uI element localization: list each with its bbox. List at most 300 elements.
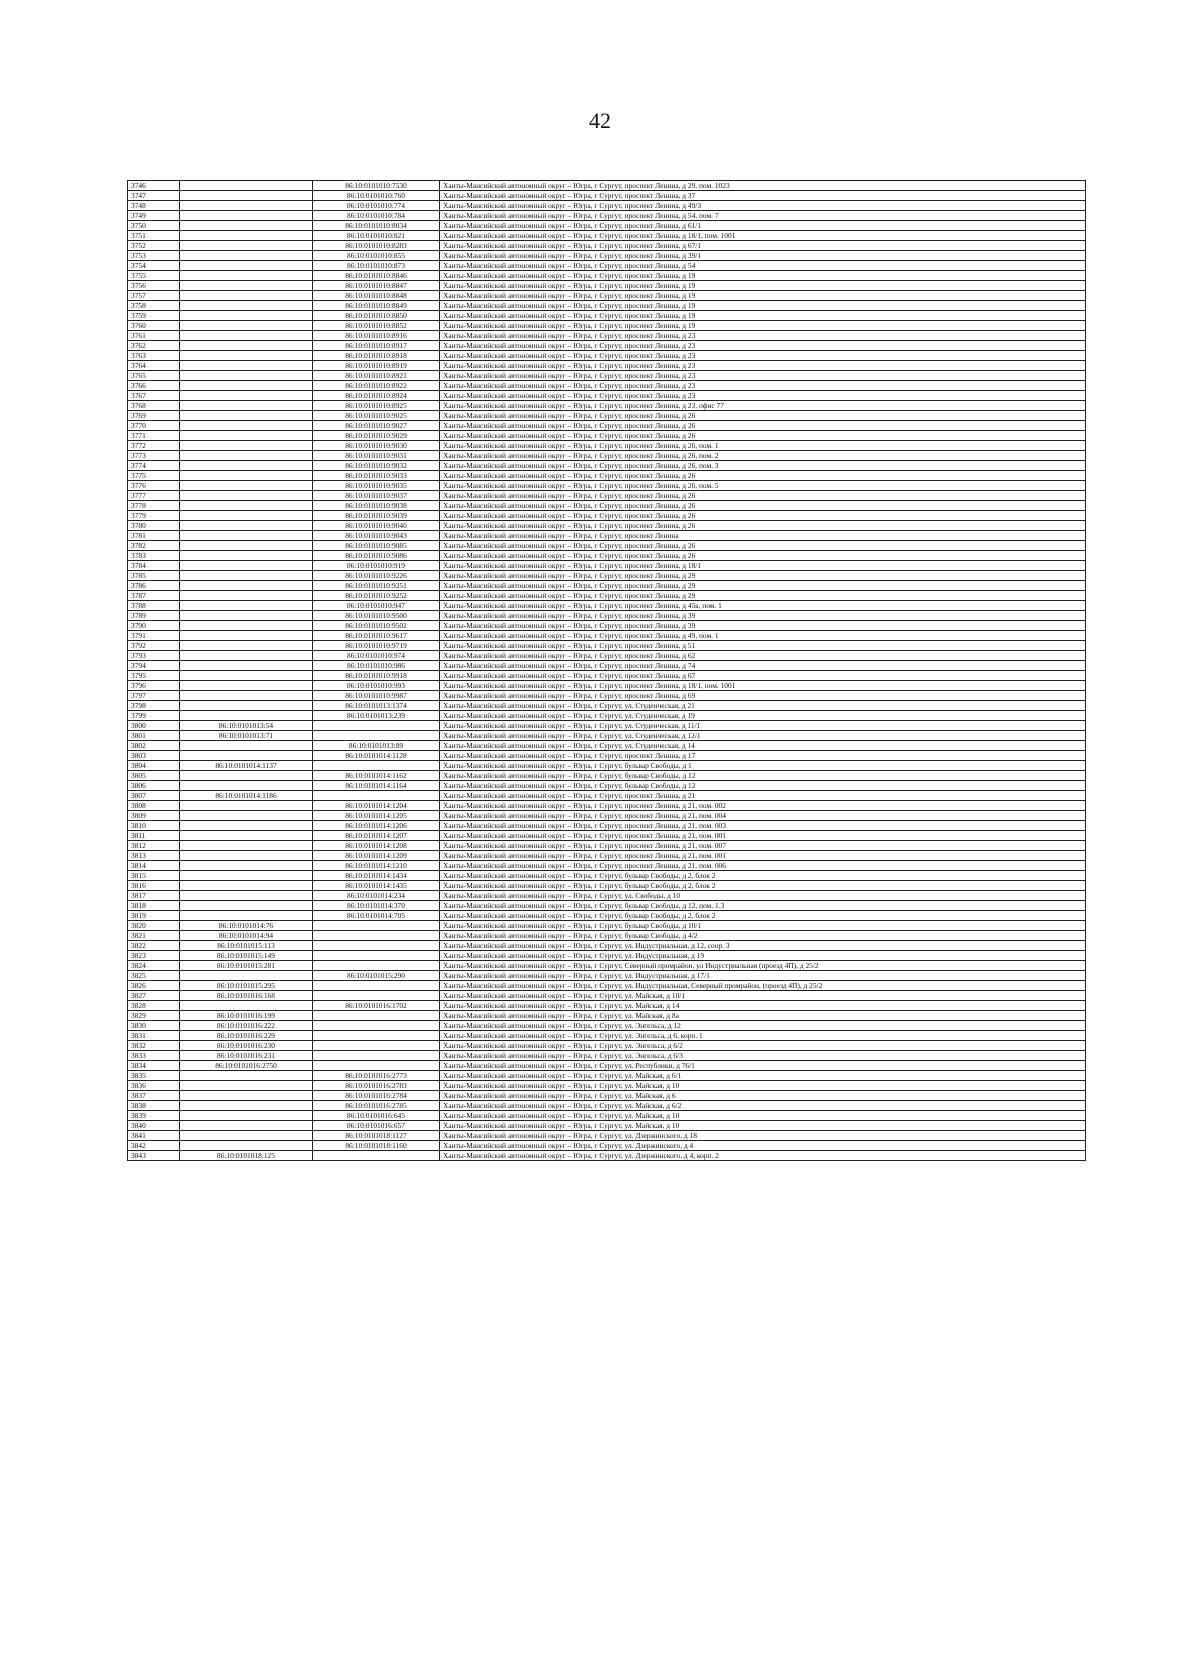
address-cell: Ханты-Мансийский автономный округ – Югра, г Сургут, проспект Ленина, д 29 — [440, 581, 1086, 591]
cadastral-number-cell: 86:10:0101016:2784 — [313, 1091, 440, 1101]
row-number-cell: 3841 — [128, 1131, 180, 1141]
table-row — [128, 301, 1086, 311]
address-cell: Ханты-Мансийский автономный округ – Югра, г Сургут, проспект Ленина, д 21 — [440, 791, 1086, 801]
address-cell: Ханты-Мансийский автономный округ – Югра, г Сургут, ул. Майская, д 8а — [440, 1011, 1086, 1021]
cadastral-number-cell: 86:10:0101014:1205 — [313, 811, 440, 821]
address-cell: Ханты-Мансийский автономный округ – Югра, г Сургут, ул. Майская, д 10/1 — [440, 991, 1086, 1001]
previous-cadastral-number-cell — [180, 431, 313, 441]
address-cell: Ханты-Мансийский автономный округ – Югра, г Сургут, проспект Ленина, д 39/1 — [440, 251, 1086, 261]
row-number-cell: 3795 — [128, 671, 180, 681]
row-number-cell: 3785 — [128, 571, 180, 581]
row-number-cell: 3802 — [128, 741, 180, 751]
cadastral-number-cell — [313, 961, 440, 971]
cadastral-number-cell — [313, 991, 440, 1001]
table-row — [128, 1121, 1086, 1131]
row-number-cell: 3781 — [128, 531, 180, 541]
row-number-cell: 3749 — [128, 211, 180, 221]
address-cell: Ханты-Мансийский автономный округ – Югра, г Сургут, проспект Ленина, д 51 — [440, 641, 1086, 651]
row-number-cell: 3843 — [128, 1151, 180, 1161]
row-number-cell: 3776 — [128, 481, 180, 491]
previous-cadastral-number-cell: 86:10:0101014:94 — [180, 931, 313, 941]
table-row — [128, 1061, 1086, 1071]
previous-cadastral-number-cell: 86:10:0101016:222 — [180, 1021, 313, 1031]
cadastral-number-cell — [313, 721, 440, 731]
cadastral-number-cell — [313, 761, 440, 771]
cadastral-number-cell: 86:10:0101010:9038 — [313, 501, 440, 511]
previous-cadastral-number-cell — [180, 831, 313, 841]
cadastral-number-cell: 86:10:0101014:1206 — [313, 821, 440, 831]
previous-cadastral-number-cell — [180, 841, 313, 851]
cadastral-number-cell: 86:10:0101015:290 — [313, 971, 440, 981]
previous-cadastral-number-cell — [180, 391, 313, 401]
row-number-cell: 3826 — [128, 981, 180, 991]
row-number-cell: 3775 — [128, 471, 180, 481]
previous-cadastral-number-cell — [180, 661, 313, 671]
cadastral-number-cell: 86:10:0101010:9085 — [313, 541, 440, 551]
table-row — [128, 781, 1086, 791]
cadastral-number-cell: 86:10:0101010:821 — [313, 231, 440, 241]
previous-cadastral-number-cell — [180, 331, 313, 341]
address-cell: Ханты-Мансийский автономный округ – Югра, г Сургут, ул. Майская, д 14 — [440, 1001, 1086, 1011]
cadastral-number-cell — [313, 941, 440, 951]
row-number-cell: 3820 — [128, 921, 180, 931]
address-cell: Ханты-Мансийский автономный округ – Югра, г Сургут, ул. Майская, д 10 — [440, 1081, 1086, 1091]
address-cell: Ханты-Мансийский автономный округ – Югра, г Сургут, проспект Ленина, д 26 — [440, 411, 1086, 421]
table-row — [128, 281, 1086, 291]
previous-cadastral-number-cell — [180, 691, 313, 701]
previous-cadastral-number-cell — [180, 601, 313, 611]
row-number-cell: 3755 — [128, 271, 180, 281]
row-number-cell: 3768 — [128, 401, 180, 411]
table-row — [128, 1011, 1086, 1021]
previous-cadastral-number-cell: 86:10:0101015:281 — [180, 961, 313, 971]
row-number-cell: 3832 — [128, 1041, 180, 1051]
table-row — [128, 641, 1086, 651]
cadastral-number-cell: 86:10:0101016:645 — [313, 1111, 440, 1121]
address-cell: Ханты-Мансийский автономный округ – Югра, г Сургут, ул. Майская, д 10 — [440, 1121, 1086, 1131]
cadastral-number-cell: 86:10:0101018:1127 — [313, 1131, 440, 1141]
table-row — [128, 651, 1086, 661]
address-cell: Ханты-Мансийский автономный округ – Югра, г Сургут, проспект Ленина, д 17 — [440, 751, 1086, 761]
cadastral-number-cell: 86:10:0101014:1204 — [313, 801, 440, 811]
cadastral-number-cell: 86:10:0101010:9918 — [313, 671, 440, 681]
table-row — [128, 931, 1086, 941]
cadastral-number-cell: 86:10:0101010:9251 — [313, 581, 440, 591]
table-row — [128, 221, 1086, 231]
previous-cadastral-number-cell — [180, 451, 313, 461]
table-row — [128, 511, 1086, 521]
address-cell: Ханты-Мансийский автономный округ – Югра, г Сургут, бульвар Свободы, д 12, пом. 1.3 — [440, 901, 1086, 911]
previous-cadastral-number-cell — [180, 781, 313, 791]
previous-cadastral-number-cell — [180, 681, 313, 691]
previous-cadastral-number-cell — [180, 481, 313, 491]
address-cell: Ханты-Мансийский автономный округ – Югра, г Сургут, ул. Студенческая, д 21 — [440, 701, 1086, 711]
row-number-cell: 3799 — [128, 711, 180, 721]
previous-cadastral-number-cell — [180, 531, 313, 541]
previous-cadastral-number-cell — [180, 361, 313, 371]
table-row — [128, 271, 1086, 281]
previous-cadastral-number-cell — [180, 1131, 313, 1141]
table-row — [128, 761, 1086, 771]
row-number-cell: 3831 — [128, 1031, 180, 1041]
row-number-cell: 3830 — [128, 1021, 180, 1031]
table-row — [128, 831, 1086, 841]
address-cell: Ханты-Мансийский автономный округ – Югра, г Сургут, проспект Ленина, д 26, пом. 3 — [440, 461, 1086, 471]
address-cell: Ханты-Мансийский автономный округ – Югра, г Сургут, проспект Ленина, д 26 — [440, 541, 1086, 551]
table-row — [128, 261, 1086, 271]
address-cell: Ханты-Мансийский автономный округ – Югра, г Сургут, проспект Ленина, д 26 — [440, 511, 1086, 521]
row-number-cell: 3761 — [128, 331, 180, 341]
row-number-cell: 3805 — [128, 771, 180, 781]
table-row — [128, 941, 1086, 951]
cadastral-number-cell — [313, 1011, 440, 1021]
cadastral-number-cell — [313, 921, 440, 931]
address-cell: Ханты-Мансийский автономный округ – Югра, г Сургут, проспект Ленина, д 26 — [440, 501, 1086, 511]
row-number-cell: 3810 — [128, 821, 180, 831]
previous-cadastral-number-cell — [180, 751, 313, 761]
table-row — [128, 841, 1086, 851]
cadastral-number-cell: 86:10:0101010:9025 — [313, 411, 440, 421]
address-cell: Ханты-Мансийский автономный округ – Югра, г Сургут, проспект Ленина, д 23 — [440, 331, 1086, 341]
row-number-cell: 3797 — [128, 691, 180, 701]
row-number-cell: 3769 — [128, 411, 180, 421]
address-cell: Ханты-Мансийский автономный округ – Югра, г Сургут, проспект Ленина — [440, 531, 1086, 541]
previous-cadastral-number-cell: 86:10:0101015:295 — [180, 981, 313, 991]
address-cell: Ханты-Мансийский автономный округ – Югра, г Сургут, проспект Ленина, д 29 — [440, 591, 1086, 601]
table-row — [128, 211, 1086, 221]
cadastral-number-cell — [313, 1041, 440, 1051]
row-number-cell: 3828 — [128, 1001, 180, 1011]
address-cell: Ханты-Мансийский автономный округ – Югра, г Сургут, проспект Ленина, д 26 — [440, 521, 1086, 531]
address-cell: Ханты-Мансийский автономный округ – Югра, г Сургут, ул. Энгельса, д 6/3 — [440, 1051, 1086, 1061]
row-number-cell: 3793 — [128, 651, 180, 661]
previous-cadastral-number-cell — [180, 621, 313, 631]
previous-cadastral-number-cell — [180, 441, 313, 451]
previous-cadastral-number-cell — [180, 571, 313, 581]
row-number-cell: 3789 — [128, 611, 180, 621]
row-number-cell: 3780 — [128, 521, 180, 531]
row-number-cell: 3748 — [128, 201, 180, 211]
previous-cadastral-number-cell — [180, 861, 313, 871]
table-row — [128, 391, 1086, 401]
cadastral-number-cell: 86:10:0101010:873 — [313, 261, 440, 271]
previous-cadastral-number-cell — [180, 631, 313, 641]
cadastral-number-cell: 86:10:0101010:8847 — [313, 281, 440, 291]
previous-cadastral-number-cell: 86:10:0101014:1186 — [180, 791, 313, 801]
cadastral-number-cell: 86:10:0101010:8848 — [313, 291, 440, 301]
previous-cadastral-number-cell — [180, 701, 313, 711]
row-number-cell: 3835 — [128, 1071, 180, 1081]
address-cell: Ханты-Мансийский автономный округ – Югра, г Сургут, проспект Ленина, д 23 — [440, 381, 1086, 391]
cadastral-number-cell: 86:10:0101014:705 — [313, 911, 440, 921]
address-cell: Ханты-Мансийский автономный округ – Югра, г Сургут, проспект Ленина, д 29, пом. 1023 — [440, 181, 1086, 191]
previous-cadastral-number-cell: 86:10:0101016:229 — [180, 1031, 313, 1041]
address-cell: Ханты-Мансийский автономный округ – Югра, г Сургут, ул. Майская, д 6/2 — [440, 1101, 1086, 1111]
cadastral-number-cell: 86:10:0101010:993 — [313, 681, 440, 691]
address-cell: Ханты-Мансийский автономный округ – Югра, г Сургут, проспект Ленина, д 26, пом. 5 — [440, 481, 1086, 491]
cadastral-number-cell: 86:10:0101010:9500 — [313, 611, 440, 621]
cadastral-number-cell: 86:10:0101010:8924 — [313, 391, 440, 401]
table-row — [128, 951, 1086, 961]
row-number-cell: 3804 — [128, 761, 180, 771]
address-cell: Ханты-Мансийский автономный округ – Югра, г Сургут, проспект Ленина, д 19 — [440, 301, 1086, 311]
previous-cadastral-number-cell — [180, 1121, 313, 1131]
address-cell: Ханты-Мансийский автономный округ – Югра, г Сургут, проспект Ленина, д 54 — [440, 261, 1086, 271]
row-number-cell: 3817 — [128, 891, 180, 901]
previous-cadastral-number-cell — [180, 1081, 313, 1091]
table-row — [128, 1031, 1086, 1041]
address-cell: Ханты-Мансийский автономный округ – Югра, г Сургут, проспект Ленина, д 23, офис 77 — [440, 401, 1086, 411]
previous-cadastral-number-cell — [180, 551, 313, 561]
row-number-cell: 3760 — [128, 321, 180, 331]
table-row — [128, 721, 1086, 731]
table-row — [128, 981, 1086, 991]
previous-cadastral-number-cell — [180, 891, 313, 901]
row-number-cell: 3788 — [128, 601, 180, 611]
cadastral-number-cell: 86:10:0101016:2773 — [313, 1071, 440, 1081]
cadastral-number-cell: 86:10:0101010:9033 — [313, 471, 440, 481]
previous-cadastral-number-cell — [180, 291, 313, 301]
address-cell: Ханты-Мансийский автономный округ – Югра, г Сургут, проспект Ленина, д 23 — [440, 371, 1086, 381]
table-row — [128, 921, 1086, 931]
cadastral-number-cell: 86:10:0101014:1435 — [313, 881, 440, 891]
row-number-cell: 3839 — [128, 1111, 180, 1121]
address-cell: Ханты-Мансийский автономный округ – Югра, г Сургут, бульвар Свободы, д 1 — [440, 761, 1086, 771]
table-row — [128, 1091, 1086, 1101]
previous-cadastral-number-cell: 86:10:0101015:149 — [180, 951, 313, 961]
address-cell: Ханты-Мансийский автономный округ – Югра, г Сургут, ул. Студенческая, д 11/1 — [440, 721, 1086, 731]
table-row — [128, 541, 1086, 551]
address-cell: Ханты-Мансийский автономный округ – Югра, г Сургут, ул. Индустриальная, д 19 — [440, 951, 1086, 961]
table-row — [128, 501, 1086, 511]
cadastral-number-cell: 86:10:0101010:8925 — [313, 401, 440, 411]
cadastral-number-cell: 86:10:0101010:947 — [313, 601, 440, 611]
row-number-cell: 3829 — [128, 1011, 180, 1021]
row-number-cell: 3803 — [128, 751, 180, 761]
previous-cadastral-number-cell — [180, 421, 313, 431]
table-row — [128, 561, 1086, 571]
cadastral-number-cell: 86:10:0101014:1162 — [313, 771, 440, 781]
row-number-cell: 3792 — [128, 641, 180, 651]
table-row — [128, 1141, 1086, 1151]
cadastral-number-cell: 86:10:0101010:9252 — [313, 591, 440, 601]
previous-cadastral-number-cell — [180, 501, 313, 511]
row-number-cell: 3757 — [128, 291, 180, 301]
address-cell: Ханты-Мансийский автономный округ – Югра, г Сургут, проспект Ленина, д 45а, пом. 1 — [440, 601, 1086, 611]
cadastral-number-cell: 86:10:0101010:8034 — [313, 221, 440, 231]
previous-cadastral-number-cell — [180, 241, 313, 251]
row-number-cell: 3842 — [128, 1141, 180, 1151]
table-row — [128, 351, 1086, 361]
table-row — [128, 451, 1086, 461]
row-number-cell: 3794 — [128, 661, 180, 671]
previous-cadastral-number-cell — [180, 651, 313, 661]
cadastral-number-cell: 86:10:0101010:9039 — [313, 511, 440, 521]
table-row — [128, 431, 1086, 441]
row-number-cell: 3774 — [128, 461, 180, 471]
cadastral-number-cell: 86:10:0101010:8921 — [313, 371, 440, 381]
row-number-cell: 3790 — [128, 621, 180, 631]
row-number-cell: 3813 — [128, 851, 180, 861]
address-cell: Ханты-Мансийский автономный округ – Югра, г Сургут, ул. Свободы, д 10 — [440, 891, 1086, 901]
previous-cadastral-number-cell — [180, 211, 313, 221]
table-row — [128, 381, 1086, 391]
table-row — [128, 771, 1086, 781]
previous-cadastral-number-cell: 86:10:0101016:168 — [180, 991, 313, 1001]
cadastral-number-cell: 86:10:0101010:9987 — [313, 691, 440, 701]
address-cell: Ханты-Мансийский автономный округ – Югра, г Сургут, проспект Ленина, д 26, пом. 1 — [440, 441, 1086, 451]
table-row — [128, 671, 1086, 681]
cadastral-number-cell: 86:10:0101010:8850 — [313, 311, 440, 321]
cadastral-number-cell — [313, 1061, 440, 1071]
table-row — [128, 581, 1086, 591]
previous-cadastral-number-cell: 86:10:0101016:2750 — [180, 1061, 313, 1071]
table-row — [128, 331, 1086, 341]
address-cell: Ханты-Мансийский автономный округ – Югра, г Сургут, проспект Ленина, д 21, пом. 001 — [440, 831, 1086, 841]
address-cell: Ханты-Мансийский автономный округ – Югра, г Сургут, ул. Студенческая, д 14 — [440, 741, 1086, 751]
cadastral-number-cell: 86:10:0101010:855 — [313, 251, 440, 261]
previous-cadastral-number-cell — [180, 251, 313, 261]
address-cell: Ханты-Мансийский автономный округ – Югра, г Сургут, проспект Ленина, д 18/1, пом. 1001 — [440, 681, 1086, 691]
previous-cadastral-number-cell — [180, 181, 313, 191]
address-cell: Ханты-Мансийский автономный округ – Югра, г Сургут, проспект Ленина, д 62 — [440, 651, 1086, 661]
previous-cadastral-number-cell — [180, 801, 313, 811]
table-row — [128, 751, 1086, 761]
address-cell: Ханты-Мансийский автономный округ – Югра, г Сургут, проспект Ленина, д 39 — [440, 621, 1086, 631]
registry-table — [127, 180, 1086, 1161]
table-row — [128, 811, 1086, 821]
address-cell: Ханты-Мансийский автономный округ – Югра, г Сургут, проспект Ленина, д 67/1 — [440, 241, 1086, 251]
previous-cadastral-number-cell: 86:10:0101014:76 — [180, 921, 313, 931]
previous-cadastral-number-cell — [180, 901, 313, 911]
table-row — [128, 741, 1086, 751]
row-number-cell: 3786 — [128, 581, 180, 591]
previous-cadastral-number-cell — [180, 741, 313, 751]
cadastral-number-cell: 86:10:0101010:9030 — [313, 441, 440, 451]
address-cell: Ханты-Мансийский автономный округ – Югра, г Сургут, бульвар Свободы, д 10/1 — [440, 921, 1086, 931]
address-cell: Ханты-Мансийский автономный округ – Югра, г Сургут, Северный промрайон, ул Индустриальная (проезд 4П), д 25/2 — [440, 961, 1086, 971]
row-number-cell: 3825 — [128, 971, 180, 981]
cadastral-number-cell — [313, 1151, 440, 1161]
table-row — [128, 191, 1086, 201]
address-cell: Ханты-Мансийский автономный округ – Югра, г Сургут, проспект Ленина, д 67 — [440, 671, 1086, 681]
row-number-cell: 3821 — [128, 931, 180, 941]
address-cell: Ханты-Мансийский автономный округ – Югра, г Сургут, ул. Студенческая, д 12/1 — [440, 731, 1086, 741]
address-cell: Ханты-Мансийский автономный округ – Югра, г Сургут, проспект Ленина, д 49, пом. 1 — [440, 631, 1086, 641]
address-cell: Ханты-Мансийский автономный округ – Югра, г Сургут, бульвар Свободы, д 12 — [440, 781, 1086, 791]
cadastral-number-cell — [313, 791, 440, 801]
address-cell: Ханты-Мансийский автономный округ – Югра, г Сургут, проспект Ленина, д 21, пом. 007 — [440, 841, 1086, 851]
row-number-cell: 3747 — [128, 191, 180, 201]
table-row — [128, 481, 1086, 491]
table-row — [128, 321, 1086, 331]
table-row — [128, 1001, 1086, 1011]
row-number-cell: 3762 — [128, 341, 180, 351]
address-cell: Ханты-Мансийский автономный округ – Югра, г Сургут, ул. Майская, д 6/1 — [440, 1071, 1086, 1081]
previous-cadastral-number-cell — [180, 301, 313, 311]
address-cell: Ханты-Мансийский автономный округ – Югра, г Сургут, проспект Ленина, д 39 — [440, 611, 1086, 621]
table-row — [128, 1151, 1086, 1161]
cadastral-number-cell — [313, 1031, 440, 1041]
previous-cadastral-number-cell — [180, 511, 313, 521]
row-number-cell: 3777 — [128, 491, 180, 501]
row-number-cell: 3784 — [128, 561, 180, 571]
row-number-cell: 3809 — [128, 811, 180, 821]
table-row — [128, 591, 1086, 601]
previous-cadastral-number-cell — [180, 561, 313, 571]
table-row — [128, 411, 1086, 421]
cadastral-number-cell: 86:10:0101010:919 — [313, 561, 440, 571]
address-cell: Ханты-Мансийский автономный округ – Югра, г Сургут, ул. Майская, д 10 — [440, 1111, 1086, 1121]
address-cell: Ханты-Мансийский автономный округ – Югра, г Сургут, проспект Ленина, д 23 — [440, 361, 1086, 371]
address-cell: Ханты-Мансийский автономный округ – Югра, г Сургут, проспект Ленина, д 18/1, пом. 1001 — [440, 231, 1086, 241]
address-cell: Ханты-Мансийский автономный округ – Югра, г Сургут, ул. Дзержинского, д 4, корп. 2 — [440, 1151, 1086, 1161]
address-cell: Ханты-Мансийский автономный округ – Югра, г Сургут, проспект Ленина, д 21, пом. 003 — [440, 821, 1086, 831]
table-row — [128, 711, 1086, 721]
table-row — [128, 241, 1086, 251]
row-number-cell: 3778 — [128, 501, 180, 511]
previous-cadastral-number-cell — [180, 871, 313, 881]
table-row — [128, 491, 1086, 501]
table-row — [128, 871, 1086, 881]
table-row — [128, 961, 1086, 971]
row-number-cell: 3770 — [128, 421, 180, 431]
previous-cadastral-number-cell — [180, 381, 313, 391]
table-row — [128, 661, 1086, 671]
table-row — [128, 851, 1086, 861]
row-number-cell: 3796 — [128, 681, 180, 691]
table-row — [128, 401, 1086, 411]
cadastral-number-cell: 86:10:0101010:8918 — [313, 351, 440, 361]
previous-cadastral-number-cell — [180, 1141, 313, 1151]
cadastral-number-cell: 86:10:0101016:2783 — [313, 1081, 440, 1091]
cadastral-number-cell: 86:10:0101014:1164 — [313, 781, 440, 791]
previous-cadastral-number-cell — [180, 811, 313, 821]
address-cell: Ханты-Мансийский автономный округ – Югра, г Сургут, проспект Ленина, д 69 — [440, 691, 1086, 701]
table-row — [128, 471, 1086, 481]
cadastral-number-cell: 86:10:0101014:1210 — [313, 861, 440, 871]
address-cell: Ханты-Мансийский автономный округ – Югра, г Сургут, ул. Республики, д 76/1 — [440, 1061, 1086, 1071]
cadastral-number-cell: 86:10:0101010:9086 — [313, 551, 440, 561]
table-row — [128, 231, 1086, 241]
table-row — [128, 901, 1086, 911]
row-number-cell: 3758 — [128, 301, 180, 311]
previous-cadastral-number-cell — [180, 711, 313, 721]
row-number-cell: 3759 — [128, 311, 180, 321]
table-row — [128, 1071, 1086, 1081]
cadastral-number-cell: 86:10:0101010:774 — [313, 201, 440, 211]
previous-cadastral-number-cell — [180, 231, 313, 241]
previous-cadastral-number-cell: 86:10:0101016:231 — [180, 1051, 313, 1061]
address-cell: Ханты-Мансийский автономный округ – Югра, г Сургут, проспект Ленина, д 37 — [440, 191, 1086, 201]
cadastral-number-cell: 86:10:0101014:1128 — [313, 751, 440, 761]
row-number-cell: 3752 — [128, 241, 180, 251]
cadastral-number-cell: 86:10:0101010:9502 — [313, 621, 440, 631]
row-number-cell: 3818 — [128, 901, 180, 911]
row-number-cell: 3746 — [128, 181, 180, 191]
previous-cadastral-number-cell — [180, 1101, 313, 1111]
cadastral-number-cell: 86:10:0101010:9031 — [313, 451, 440, 461]
previous-cadastral-number-cell — [180, 341, 313, 351]
row-number-cell: 3837 — [128, 1091, 180, 1101]
previous-cadastral-number-cell — [180, 271, 313, 281]
row-number-cell: 3766 — [128, 381, 180, 391]
row-number-cell: 3816 — [128, 881, 180, 891]
table-row — [128, 551, 1086, 561]
table-row — [128, 1021, 1086, 1031]
row-number-cell: 3836 — [128, 1081, 180, 1091]
address-cell: Ханты-Мансийский автономный округ – Югра, г Сургут, проспект Ленина, д 19 — [440, 311, 1086, 321]
